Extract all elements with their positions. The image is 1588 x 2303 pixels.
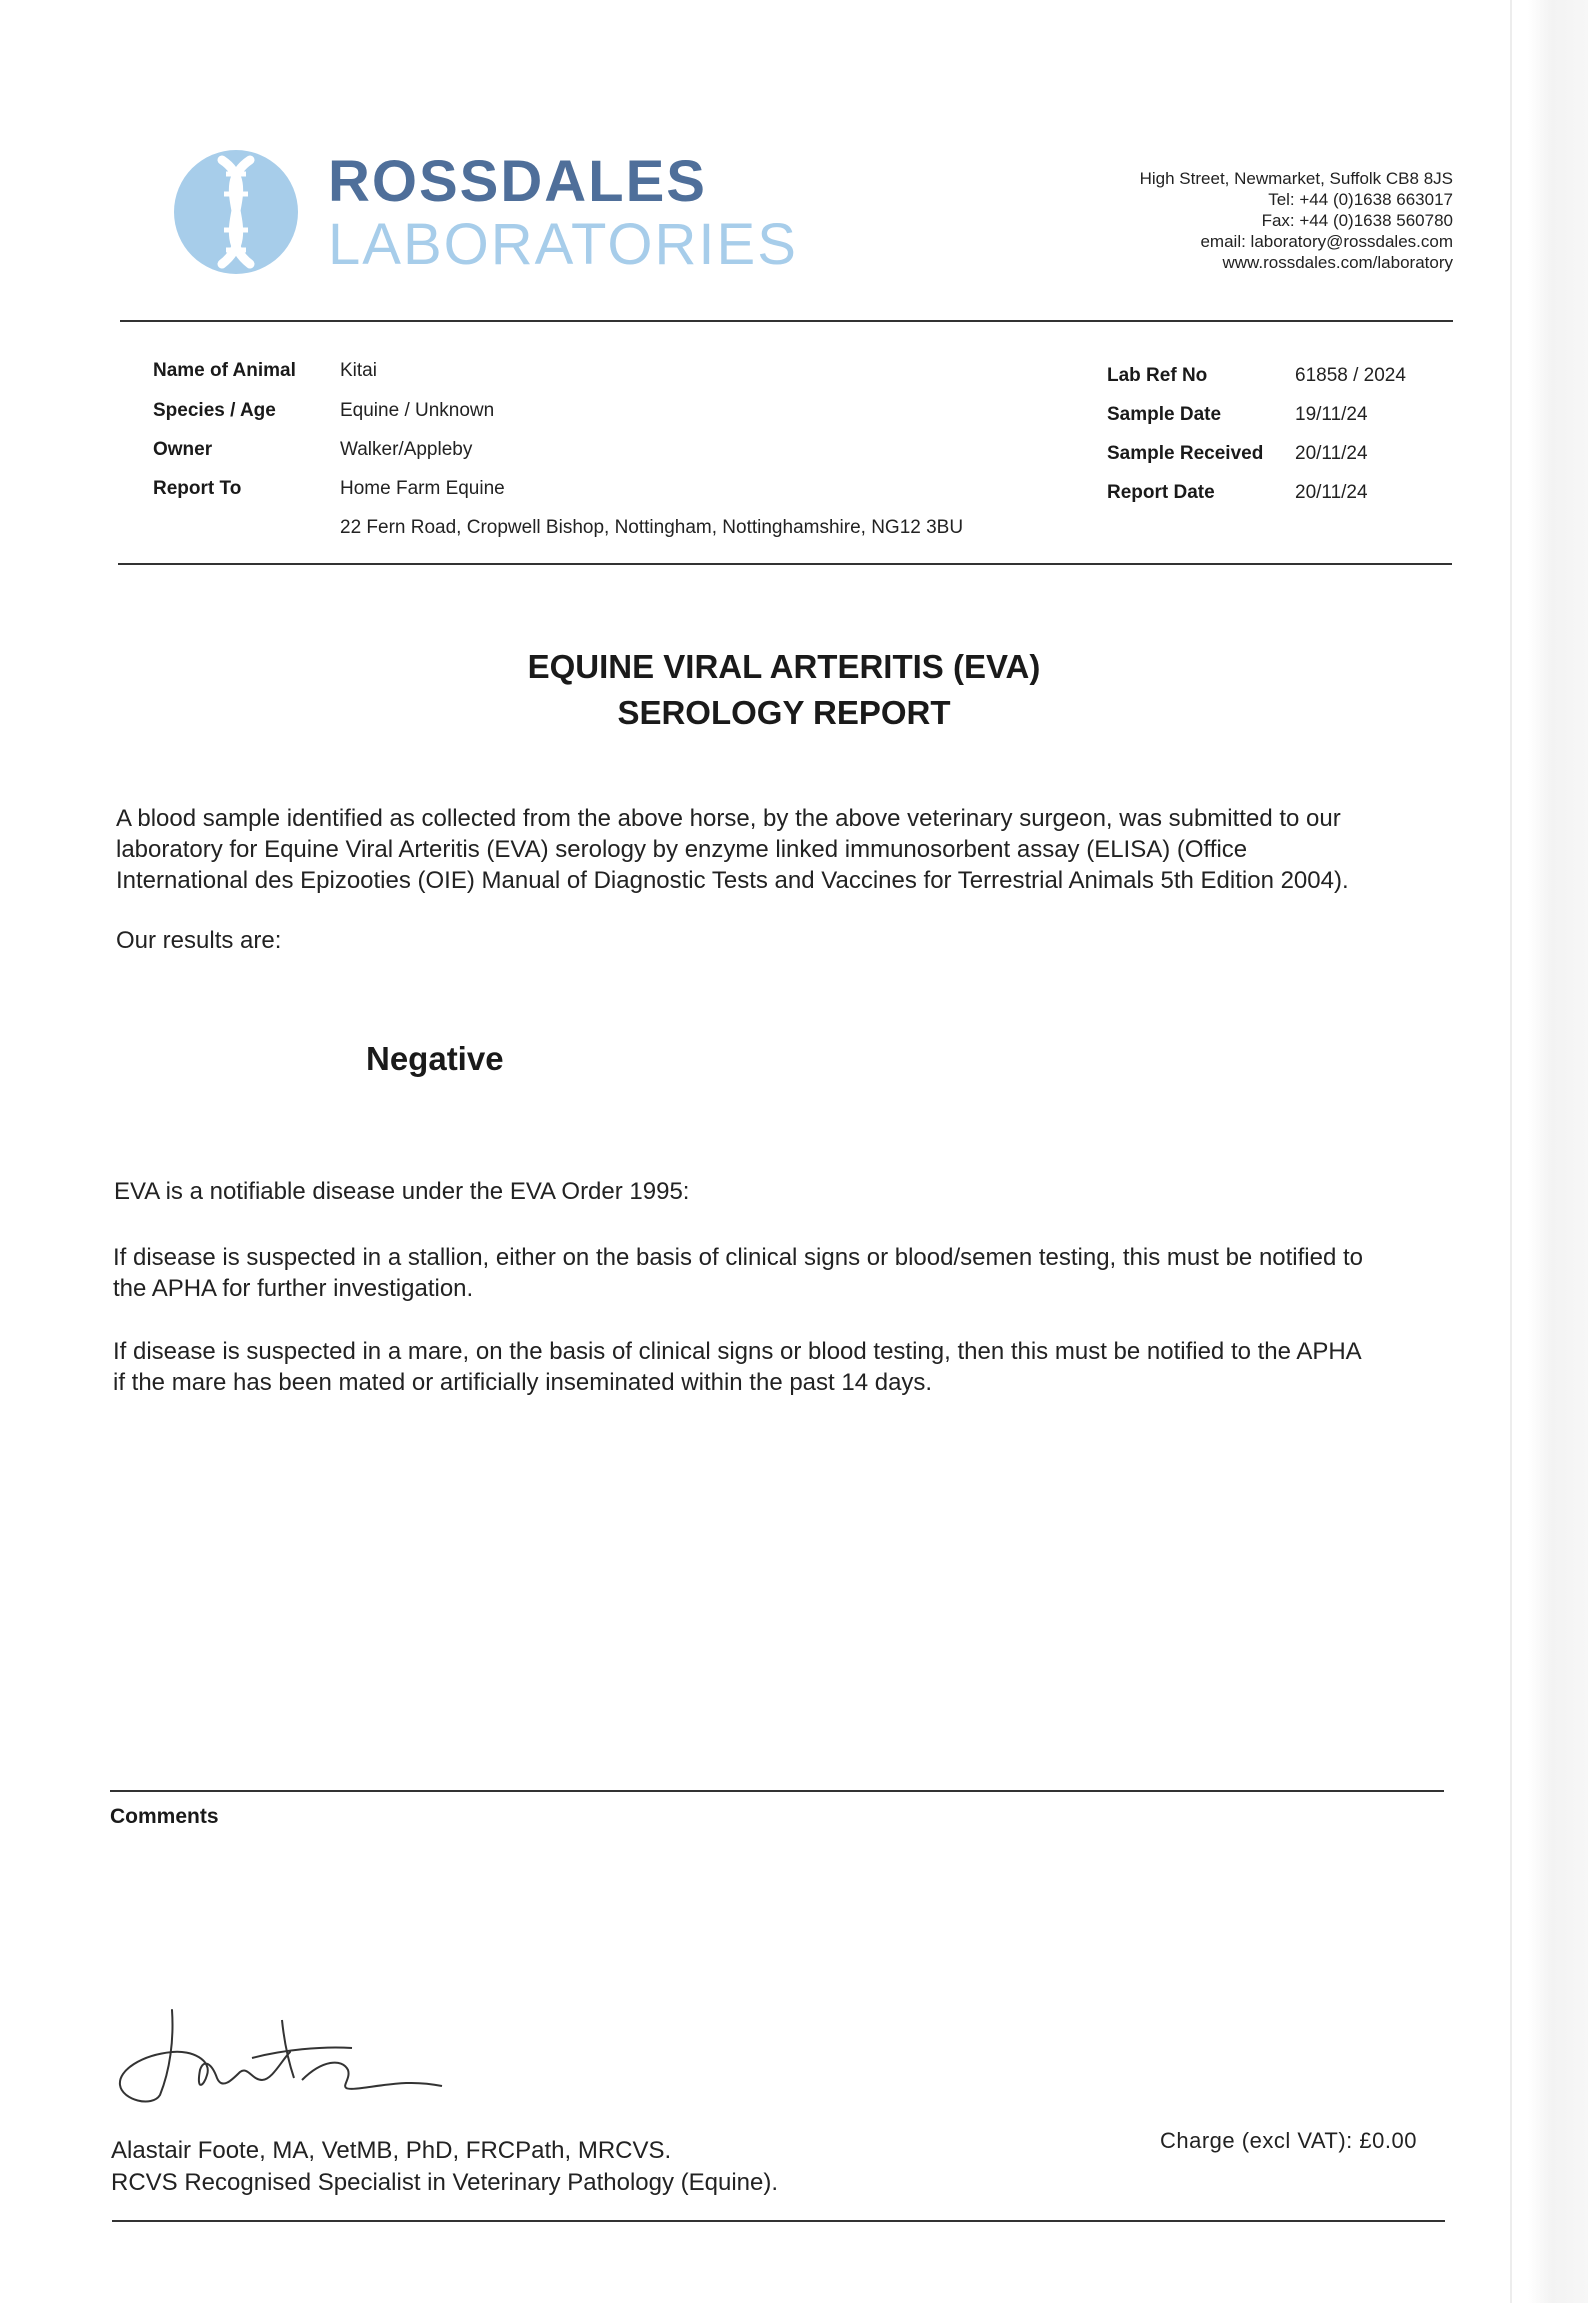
value-report-to: Home Farm Equine xyxy=(340,478,505,499)
scan-edge-line xyxy=(1510,0,1512,2303)
divider xyxy=(112,2220,1445,2222)
label-species-age: Species / Age xyxy=(153,400,276,421)
intro-paragraph xyxy=(116,803,1349,896)
signer-block xyxy=(111,2135,778,2199)
value-name-of-animal: Kitai xyxy=(340,360,377,381)
stallion-line: the APHA for further investigation. xyxy=(113,1275,474,1302)
intro-line: A blood sample identified as collected from the above horse, by the above veterinary surgeon, was submitted to our xyxy=(116,805,1341,832)
scan-edge-shadow xyxy=(1528,0,1588,2303)
label-sample-date: Sample Date xyxy=(1107,404,1222,425)
report-title-line2: SEROLOGY REPORT xyxy=(617,694,951,731)
results-intro: Our results are: xyxy=(116,927,282,954)
signer-title: RCVS Recognised Specialist in Veterinary Pathology (Equine). xyxy=(111,2169,779,2196)
lab-address xyxy=(1140,168,1453,273)
signature-image xyxy=(112,2000,452,2110)
charge: Charge (excl VAT): £0.00 xyxy=(1160,2128,1417,2153)
logo-line2: LABORATORIES xyxy=(328,212,798,277)
stallion-line: If disease is suspected in a stallion, either on the basis of clinical signs or blood/semen testing, this must be notified to xyxy=(113,1244,1364,1271)
label-report-date: Report Date xyxy=(1107,482,1215,503)
divider xyxy=(110,1790,1444,1792)
intro-line: laboratory for Equine Viral Arteritis (EVA) serology by enzyme linked immunosorbent assay (ELISA) (Office xyxy=(116,836,1248,863)
label-name-of-animal: Name of Animal xyxy=(153,360,296,381)
mare-line: if the mare has been mated or artificially inseminated within the past 14 days. xyxy=(113,1369,933,1396)
value-sample-received: 20/11/24 xyxy=(1295,443,1368,464)
label-lab-ref: Lab Ref No xyxy=(1107,365,1208,386)
report-title-line1: EQUINE VIRAL ARTERITIS (EVA) xyxy=(527,648,1041,685)
label-sample-received: Sample Received xyxy=(1107,443,1264,464)
label-owner: Owner xyxy=(153,439,213,460)
address-line: High Street, Newmarket, Suffolk CB8 8JS xyxy=(1139,169,1453,188)
label-report-to: Report To xyxy=(153,478,242,499)
stallion-paragraph xyxy=(113,1242,1363,1304)
address-line: email: laboratory@rossdales.com xyxy=(1200,232,1453,251)
dna-logo-icon xyxy=(172,148,300,276)
logo-line1: ROSSDALES xyxy=(328,149,707,214)
mare-line: If disease is suspected in a mare, on the basis of clinical signs or blood testing, then this must be notified to the APHA xyxy=(113,1338,1362,1365)
address-line: Tel: +44 (0)1638 663017 xyxy=(1268,190,1453,209)
address-line: Fax: +44 (0)1638 560780 xyxy=(1261,211,1453,230)
test-result: Negative xyxy=(366,1040,504,1077)
signer-name: Alastair Foote, MA, VetMB, PhD, FRCPath, MRCVS. xyxy=(111,2137,672,2164)
value-sample-date: 19/11/24 xyxy=(1295,404,1368,425)
value-owner: Walker/Appleby xyxy=(340,439,473,460)
mare-paragraph xyxy=(113,1336,1362,1398)
divider xyxy=(120,320,1453,322)
value-report-to-address: 22 Fern Road, Cropwell Bishop, Nottingham, Nottinghamshire, NG12 3BU xyxy=(340,517,964,538)
divider xyxy=(118,563,1452,565)
comments-label: Comments xyxy=(110,1805,219,1828)
value-lab-ref: 61858 / 2024 xyxy=(1295,365,1406,386)
value-species-age: Equine / Unknown xyxy=(340,400,495,421)
notifiable-statement: EVA is a notifiable disease under the EVA Order 1995: xyxy=(114,1178,690,1205)
intro-line: International des Epizooties (OIE) Manual of Diagnostic Tests and Vaccines for Terrestrial Animals 5th Edition 2004). xyxy=(116,867,1349,894)
lab-logo xyxy=(328,150,798,276)
value-report-date: 20/11/24 xyxy=(1295,482,1368,503)
address-line: www.rossdales.com/laboratory xyxy=(1222,253,1453,272)
